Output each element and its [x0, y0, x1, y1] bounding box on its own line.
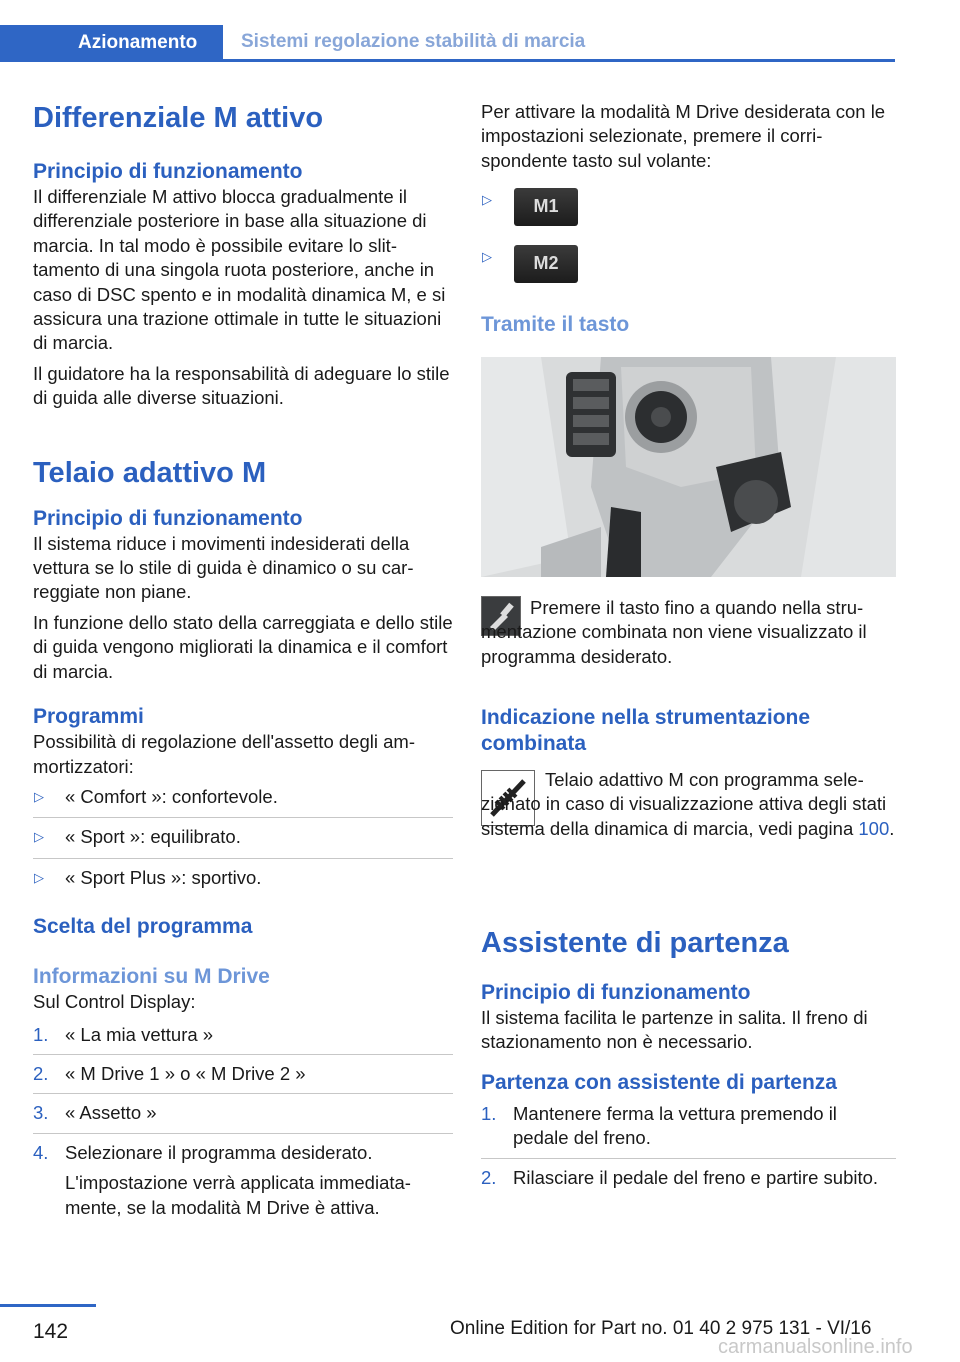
paragraph-assistente: Il sistema facilita le partenze in salita. Il freno di stazionamento non è necessario. [481, 1007, 868, 1053]
list-item: 3. « Assetto » [33, 1094, 453, 1133]
tab-azionamento[interactable]: Azionamento [0, 25, 223, 62]
heading-assistente: Assistente di partenza [481, 927, 789, 959]
list-item: 2. « M Drive 1 » o « M Drive 2 » [33, 1055, 453, 1094]
paragraph-telaio-2: In funzione dello stato della carreggiata e dello stile di guida vengono migliorati la dinamica e il comfort di marcia. [33, 611, 453, 682]
triangle-marker-icon: ▷ [482, 192, 492, 208]
heading-programmi: Programmi [33, 705, 144, 729]
paragraph-telaio-1: Il sistema riduce i movimenti indesiderati della vettura se lo stile di guida è dinamico o su carreggiate non piane. [33, 532, 414, 603]
list-item: 2. Rilasciare il pedale del freno e partire subito. [481, 1166, 879, 1188]
heading-info-mdrive: Informazioni su M Drive [33, 965, 270, 989]
page-number: 142 [33, 1320, 69, 1343]
heading-principio-telaio: Principio di funzionamento [33, 506, 303, 530]
list-item: 1. « La mia vettura » [33, 1023, 453, 1055]
section-assistente [481, 925, 896, 1190]
m1-key-icon: M1 [514, 188, 578, 226]
list-item: ▷ « Comfort »: confortevole. [33, 785, 453, 818]
list-item: 4. Selezionare il programma desiderato. L'impostazione verrà applicata immediatamente, se la modalità M Drive è attiva. [33, 1134, 453, 1220]
heading-tramite-tasto: Tramite il tasto [481, 313, 630, 337]
heading-partenza: Partenza con assistente di partenza [481, 1070, 837, 1094]
center-console-image [481, 357, 896, 577]
programmi-list [33, 785, 453, 890]
paragraph-display: Sul Control Display: [33, 991, 196, 1013]
heading-telaio: Telaio adattivo M [33, 456, 267, 489]
left-column [33, 100, 453, 1220]
partenza-steps [481, 1102, 896, 1190]
list-item [481, 188, 896, 234]
tab-sistemi-stabilita[interactable]: Sistemi regolazione stabilità di marcia [241, 31, 586, 52]
footer-rule [0, 1304, 96, 1307]
step4-note: L'impostazione verrà applicata immediatamente, se la modalità M Drive è attiva. [65, 1172, 411, 1218]
heading-differenziale: Differenziale M attivo [33, 102, 324, 134]
paragraph-premere: Premere il tasto fino a quando nella strumentazione combinata non viene visualizzato il programma desiderato. [481, 597, 867, 667]
heading-indicazione: Indicazione nella strumentazione combinata [481, 706, 811, 755]
list-item: ▷ « Sport »: equilibrato. [33, 818, 453, 858]
triangle-marker-icon: ▷ [482, 249, 492, 265]
header-rule [0, 59, 895, 62]
paragraph-diff-1: Il differenziale M attivo blocca gradualmente il differenziale posteriore in base alla situazione di marcia. In tal modo è possibile evitare lo slittamento di una singola ruota posteriore, anche in caso di DSC spento e in modalità dinamica M, e si assicura una trazione ottimale in tutte le situazioni di marcia. [33, 186, 446, 354]
paragraph-programmi: Possibilità di regolazione dell'assetto degli ammortizzatori: [33, 731, 415, 777]
right-column [481, 100, 896, 338]
m2-key-icon: M2 [514, 245, 578, 283]
steps-list [33, 1023, 453, 1220]
page-link[interactable]: 100 [858, 817, 890, 839]
paragraph-attivare: Per attivare la modalità M Drive desiderata con le impostazioni selezionate, premere il corrispondente tasto sul volante: [481, 101, 886, 171]
triangle-marker-icon: ▷ [34, 869, 44, 885]
list-item: 1. Mantenere ferma la vettura premendo il pedale del freno. [481, 1102, 896, 1159]
heading-principio-diff: Principio di funzionamento [33, 160, 303, 183]
paragraph-indicazione: Telaio adattivo M con programma selezionato in caso di visualizzazione attiva degli stati sistema della dinamica di marcia, vedi pagina 100. [481, 769, 895, 839]
list-item: ▷ « Sport Plus »: sportivo. [33, 859, 453, 890]
triangle-marker-icon: ▷ [34, 829, 44, 845]
list-item [481, 245, 896, 285]
paragraph-diff-2: Il guidatore ha la responsabilità di adeguare lo stile di guida alle diverse situazioni. [33, 362, 450, 409]
heading-principio-assistente: Principio di funzionamento [481, 981, 751, 1004]
heading-scelta: Scelta del programma [33, 915, 253, 939]
watermark: carmanualsonline.info [718, 1336, 913, 1358]
triangle-marker-icon: ▷ [34, 788, 44, 804]
edition-text: Online Edition for Part no. 01 40 2 975 131 - VI/16 [450, 1318, 872, 1339]
